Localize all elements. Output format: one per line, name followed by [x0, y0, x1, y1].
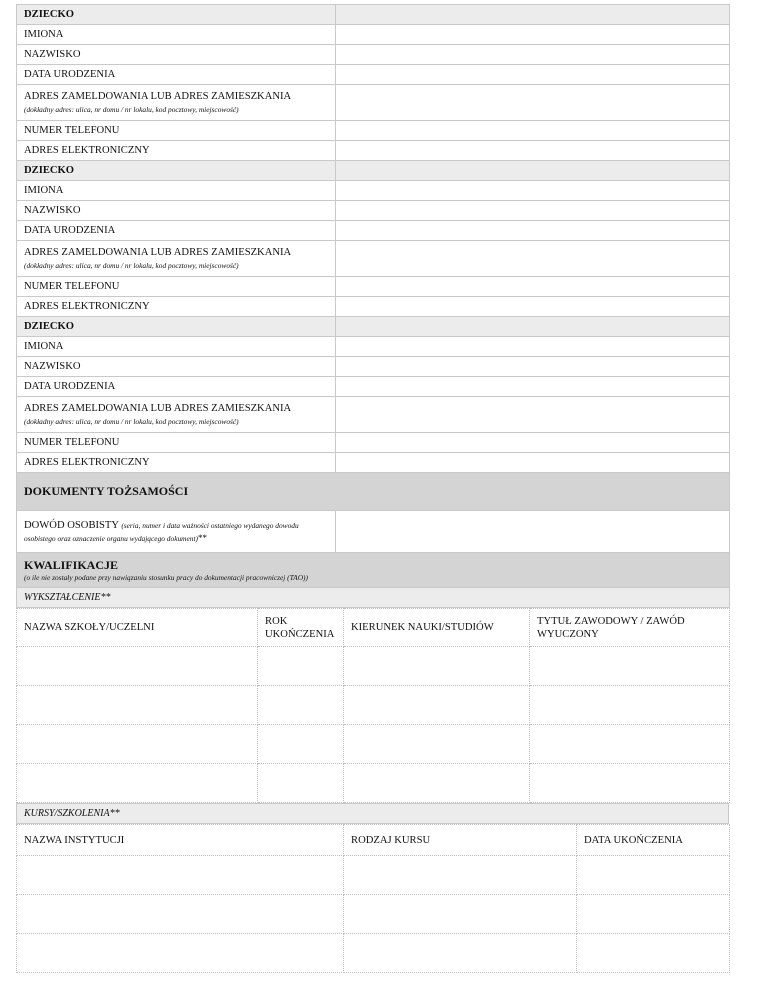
- field-label: DATA URODZENIA: [17, 65, 336, 85]
- field-label: DATA URODZENIA: [17, 221, 336, 241]
- child-section-header: [17, 161, 730, 181]
- child-section-header: [17, 317, 730, 337]
- field-label: DATA URODZENIA: [17, 377, 336, 397]
- field-row: [17, 241, 730, 277]
- field-row: [17, 397, 730, 433]
- field-label: ADRES ELEKTRONICZNY: [17, 453, 336, 473]
- qualifications-hint: (o ile nie zostały podane przy nawiązaniu stosunku pracy do dokumentacji pracowniczej (TAO)): [24, 572, 308, 582]
- identity-section-header: [17, 473, 730, 511]
- course-row: [17, 934, 730, 973]
- child-header-label: DZIECKO: [17, 161, 336, 181]
- course-row: [17, 895, 730, 934]
- column-header: DATA UKOŃCZENIA: [577, 825, 730, 856]
- field-row: [17, 25, 730, 45]
- field-label: NUMER TELEFONU: [17, 121, 336, 141]
- completion-date-input[interactable]: [577, 934, 730, 973]
- institution-name-input[interactable]: [17, 895, 344, 934]
- identity-header: DOKUMENTY TOŻSAMOŚCI: [17, 473, 730, 511]
- field-row: [17, 511, 730, 553]
- field-label: NAZWISKO: [17, 357, 336, 377]
- course-type-input[interactable]: [344, 934, 577, 973]
- graduation-year-input[interactable]: [258, 647, 344, 686]
- address-hint: (dokładny adres: ulica, nr domu / nr lokalu, kod pocztowy, miejscowość): [24, 105, 239, 114]
- field-row: [17, 377, 730, 397]
- field-label: [17, 241, 336, 277]
- column-header: NAZWA INSTYTUCJI: [17, 825, 344, 856]
- graduation-year-input[interactable]: [258, 764, 344, 803]
- professional-title-input[interactable]: [530, 686, 730, 725]
- field-label: NAZWISKO: [17, 201, 336, 221]
- field-row: [17, 65, 730, 85]
- field-row: [17, 45, 730, 65]
- surname-input[interactable]: [336, 201, 730, 221]
- address-input[interactable]: [336, 397, 730, 433]
- school-name-input[interactable]: [17, 686, 258, 725]
- qualifications-header: KWALIFIKACJE: [24, 557, 119, 572]
- education-row: [17, 764, 730, 803]
- child-header-blank: [336, 317, 730, 337]
- first-names-input[interactable]: [336, 337, 730, 357]
- field-label: NUMER TELEFONU: [17, 277, 336, 297]
- field-label: NUMER TELEFONU: [17, 433, 336, 453]
- field-row: [17, 85, 730, 121]
- column-header: RODZAJ KURSU: [344, 825, 577, 856]
- course-type-input[interactable]: [344, 856, 577, 895]
- email-input[interactable]: [336, 141, 730, 161]
- field-row: [17, 221, 730, 241]
- field-row: [17, 121, 730, 141]
- qualifications-section-header: [17, 553, 730, 588]
- child-header-label: DZIECKO: [17, 5, 336, 25]
- education-row: [17, 647, 730, 686]
- courses-header: KURSY/SZKOLENIA**: [17, 804, 729, 824]
- field-of-study-input[interactable]: [344, 686, 530, 725]
- phone-input[interactable]: [336, 121, 730, 141]
- id-card-input[interactable]: [336, 511, 730, 553]
- courses-header-table: [16, 803, 729, 824]
- birth-date-input[interactable]: [336, 65, 730, 85]
- field-row: [17, 453, 730, 473]
- courses-section-header: [17, 804, 729, 824]
- address-hint: (dokładny adres: ulica, nr domu / nr lokalu, kod pocztowy, miejscowość): [24, 417, 239, 426]
- education-header-row: [17, 609, 730, 647]
- course-row: [17, 856, 730, 895]
- course-type-input[interactable]: [344, 895, 577, 934]
- address-label: ADRES ZAMELDOWANIA LUB ADRES ZAMIESZKANIA: [24, 403, 292, 414]
- email-input[interactable]: [336, 297, 730, 317]
- phone-input[interactable]: [336, 277, 730, 297]
- phone-input[interactable]: [336, 433, 730, 453]
- birth-date-input[interactable]: [336, 377, 730, 397]
- field-label: [17, 397, 336, 433]
- field-label: ADRES ELEKTRONICZNY: [17, 297, 336, 317]
- school-name-input[interactable]: [17, 764, 258, 803]
- field-label: IMIONA: [17, 337, 336, 357]
- field-label: [17, 511, 336, 553]
- column-header: TYTUŁ ZAWODOWY / ZAWÓD WYUCZONY: [530, 609, 730, 647]
- child-header-label: DZIECKO: [17, 317, 336, 337]
- child-section-header: [17, 5, 730, 25]
- field-row: [17, 277, 730, 297]
- address-input[interactable]: [336, 241, 730, 277]
- courses-header-row: [17, 825, 730, 856]
- education-table: [16, 608, 730, 803]
- field-label: ADRES ELEKTRONICZNY: [17, 141, 336, 161]
- form-page: [16, 4, 729, 973]
- graduation-year-input[interactable]: [258, 725, 344, 764]
- column-header: NAZWA SZKOŁY/UCZELNI: [17, 609, 258, 647]
- professional-title-input[interactable]: [530, 647, 730, 686]
- field-of-study-input[interactable]: [344, 725, 530, 764]
- graduation-year-input[interactable]: [258, 686, 344, 725]
- professional-title-input[interactable]: [530, 764, 730, 803]
- field-row: [17, 181, 730, 201]
- field-label: NAZWISKO: [17, 45, 336, 65]
- field-label: IMIONA: [17, 181, 336, 201]
- field-row: [17, 357, 730, 377]
- id-card-hint-suffix: **: [198, 532, 207, 543]
- courses-table: [16, 824, 730, 973]
- child-header-blank: [336, 5, 730, 25]
- address-input[interactable]: [336, 85, 730, 121]
- field-row: [17, 337, 730, 357]
- completion-date-input[interactable]: [577, 856, 730, 895]
- surname-input[interactable]: [336, 45, 730, 65]
- id-card-hint: (seria, numer i data ważności ostatniego wydanego dowodu osobistego oraz oznaczenie organu wydającego dokument): [24, 520, 299, 543]
- birth-date-input[interactable]: [336, 221, 730, 241]
- column-header: KIERUNEK NAUKI/STUDIÓW: [344, 609, 530, 647]
- school-name-input[interactable]: [17, 647, 258, 686]
- column-header: ROK UKOŃCZENIA: [258, 609, 344, 647]
- field-label: [17, 85, 336, 121]
- field-row: [17, 201, 730, 221]
- field-label: IMIONA: [17, 25, 336, 45]
- field-row: [17, 297, 730, 317]
- children-table: [16, 4, 730, 608]
- id-card-label: DOWÓD OSOBISTY: [24, 519, 119, 531]
- field-row: [17, 433, 730, 453]
- first-names-input[interactable]: [336, 181, 730, 201]
- education-row: [17, 686, 730, 725]
- child-header-blank: [336, 161, 730, 181]
- field-of-study-input[interactable]: [344, 764, 530, 803]
- institution-name-input[interactable]: [17, 856, 344, 895]
- address-hint: (dokładny adres: ulica, nr domu / nr lokalu, kod pocztowy, miejscowość): [24, 261, 239, 270]
- field-row: [17, 141, 730, 161]
- professional-title-input[interactable]: [530, 725, 730, 764]
- email-input[interactable]: [336, 453, 730, 473]
- field-of-study-input[interactable]: [344, 647, 530, 686]
- address-label: ADRES ZAMELDOWANIA LUB ADRES ZAMIESZKANIA: [24, 91, 292, 102]
- surname-input[interactable]: [336, 357, 730, 377]
- address-label: ADRES ZAMELDOWANIA LUB ADRES ZAMIESZKANIA: [24, 247, 292, 258]
- first-names-input[interactable]: [336, 25, 730, 45]
- education-section-header: [17, 588, 730, 608]
- institution-name-input[interactable]: [17, 934, 344, 973]
- education-header: WYKSZTAŁCENIE**: [17, 588, 730, 608]
- qualifications-header-cell: [17, 553, 730, 588]
- completion-date-input[interactable]: [577, 895, 730, 934]
- school-name-input[interactable]: [17, 725, 258, 764]
- education-row: [17, 725, 730, 764]
